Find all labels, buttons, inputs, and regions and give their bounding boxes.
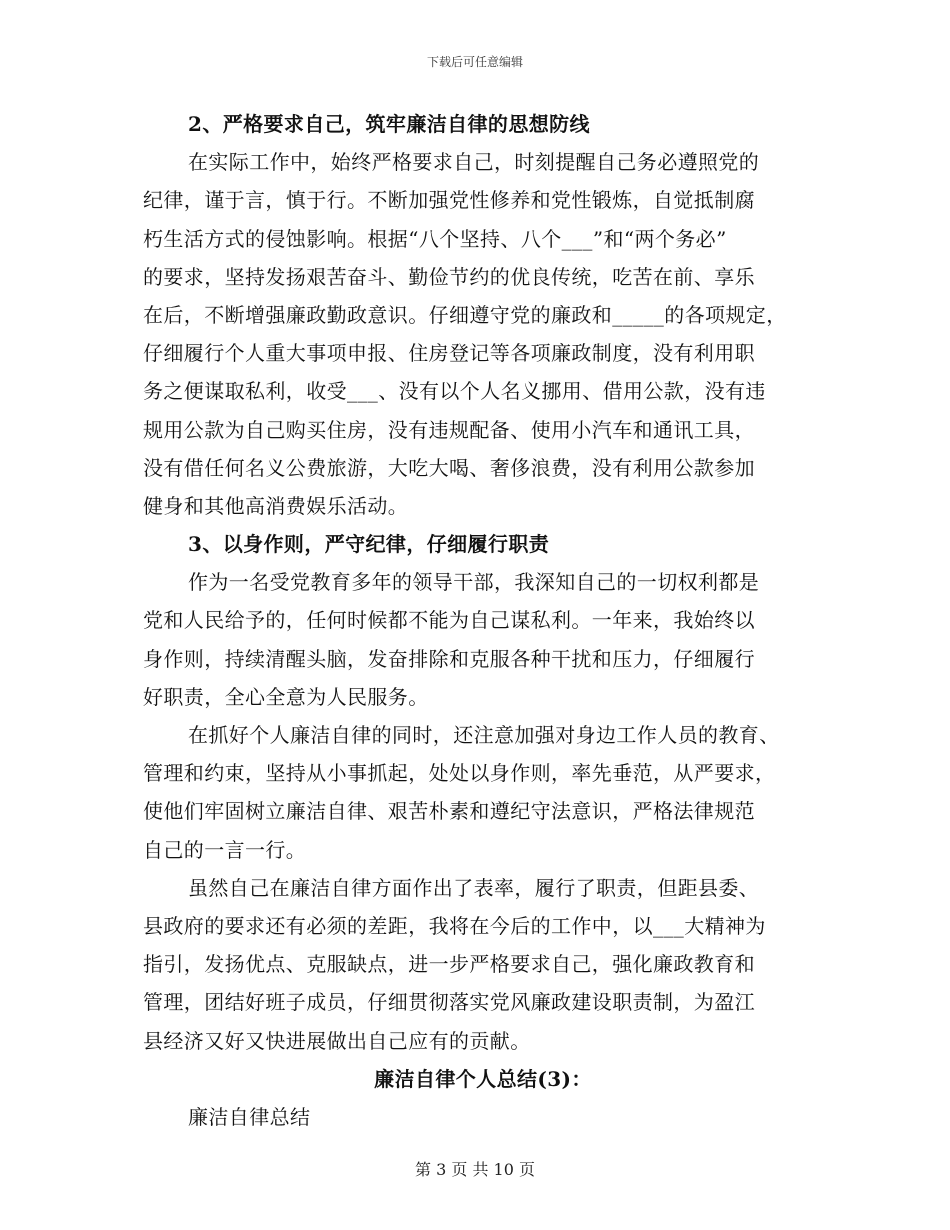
- paragraph-line: 作为一名受党教育多年的领导干部，我深知自己的一切权利都是: [188, 570, 760, 595]
- paragraph-line: 在后，不断增强廉政勤政意识。仔细遵守党的廉政和_____的各项规定，: [143, 302, 787, 327]
- section-heading-3: 3、以身作则，严守纪律，仔细履行职责: [188, 532, 550, 557]
- paragraph-line: 在实际工作中，始终严格要求自己，时刻提醒自己务必遵照党的: [188, 150, 760, 175]
- paragraph-line: 管理和约束，坚持从小事抓起，处处以身作则，率先垂范，从严要求，: [143, 761, 776, 786]
- paragraph-line: 朽生活方式的侵蚀影响。根据“八个坚持、八个___”和“两个务必”: [143, 226, 727, 251]
- paragraph-line: 使他们牢固树立廉洁自律、艰苦朴素和遵纪守法意识，严格法律规范: [143, 799, 755, 824]
- paragraph-line: 指引，发扬优点、克服缺点，进一步严格要求自己，强化廉政教育和: [143, 952, 755, 977]
- page-number: 第 3 页 共 10 页: [415, 1160, 535, 1179]
- paragraph-line: 务之便谋取私利，收受___、没有以个人名义挪用、借用公款，没有违: [143, 379, 766, 404]
- paragraph-line: 在抓好个人廉洁自律的同时，还注意加强对身边工作人员的教育、: [188, 723, 780, 747]
- paragraph-line: 县经济又好又快进展做出自己应有的贡献。: [143, 1028, 531, 1053]
- paragraph-line: 规用公款为自己购买住房，没有违规配备、使用小汽车和通讯工具，: [143, 417, 755, 442]
- paragraph-line: 好职责，全心全意为人民服务。: [143, 684, 429, 709]
- paragraph-line: 没有借任何名义公费旅游，大吃大喝、奢侈浪费，没有利用公款参加: [143, 455, 755, 480]
- summary-title: 廉洁自律个人总结(3)：: [374, 1066, 592, 1091]
- section-heading-2: 2、严格要求自己，筑牢廉洁自律的思想防线: [188, 112, 590, 136]
- paragraph-line: 县政府的要求还有必须的差距，我将在今后的工作中，以___大精神为: [143, 913, 766, 938]
- paragraph-line: 廉洁自律总结: [188, 1104, 311, 1129]
- header-note: 下载后可任意编辑: [426, 55, 523, 69]
- paragraph-line: 党和人民给予的，任何时候都不能为自己谋私利。一年来，我始终以: [143, 608, 755, 633]
- paragraph-line: 仔细履行个人重大事项申报、住房登记等各项廉政制度，没有利用职: [143, 341, 755, 366]
- paragraph-line: 身作则，持续清醒头脑，发奋排除和克服各种干扰和压力，仔细履行: [143, 646, 755, 671]
- paragraph-line: 管理，团结好班子成员，仔细贯彻落实党风廉政建设职责制，为盈江: [143, 990, 755, 1015]
- document-body: [143, 105, 823, 1136]
- paragraph-line: 健身和其他高消费娱乐活动。: [143, 493, 409, 518]
- paragraph-line: 自己的一言一行。: [143, 837, 307, 862]
- paragraph-line: 纪律，谨于言，慎于行。不断加强党性修养和党性锻炼，自觉抵制腐: [143, 188, 755, 213]
- paragraph-line: 虽然自己在廉洁自律方面作出了表率，履行了职责，但距县委、: [188, 875, 760, 900]
- paragraph-line: 的要求，坚持发扬艰苦奋斗、勤俭节约的优良传统，吃苦在前、享乐: [143, 264, 755, 289]
